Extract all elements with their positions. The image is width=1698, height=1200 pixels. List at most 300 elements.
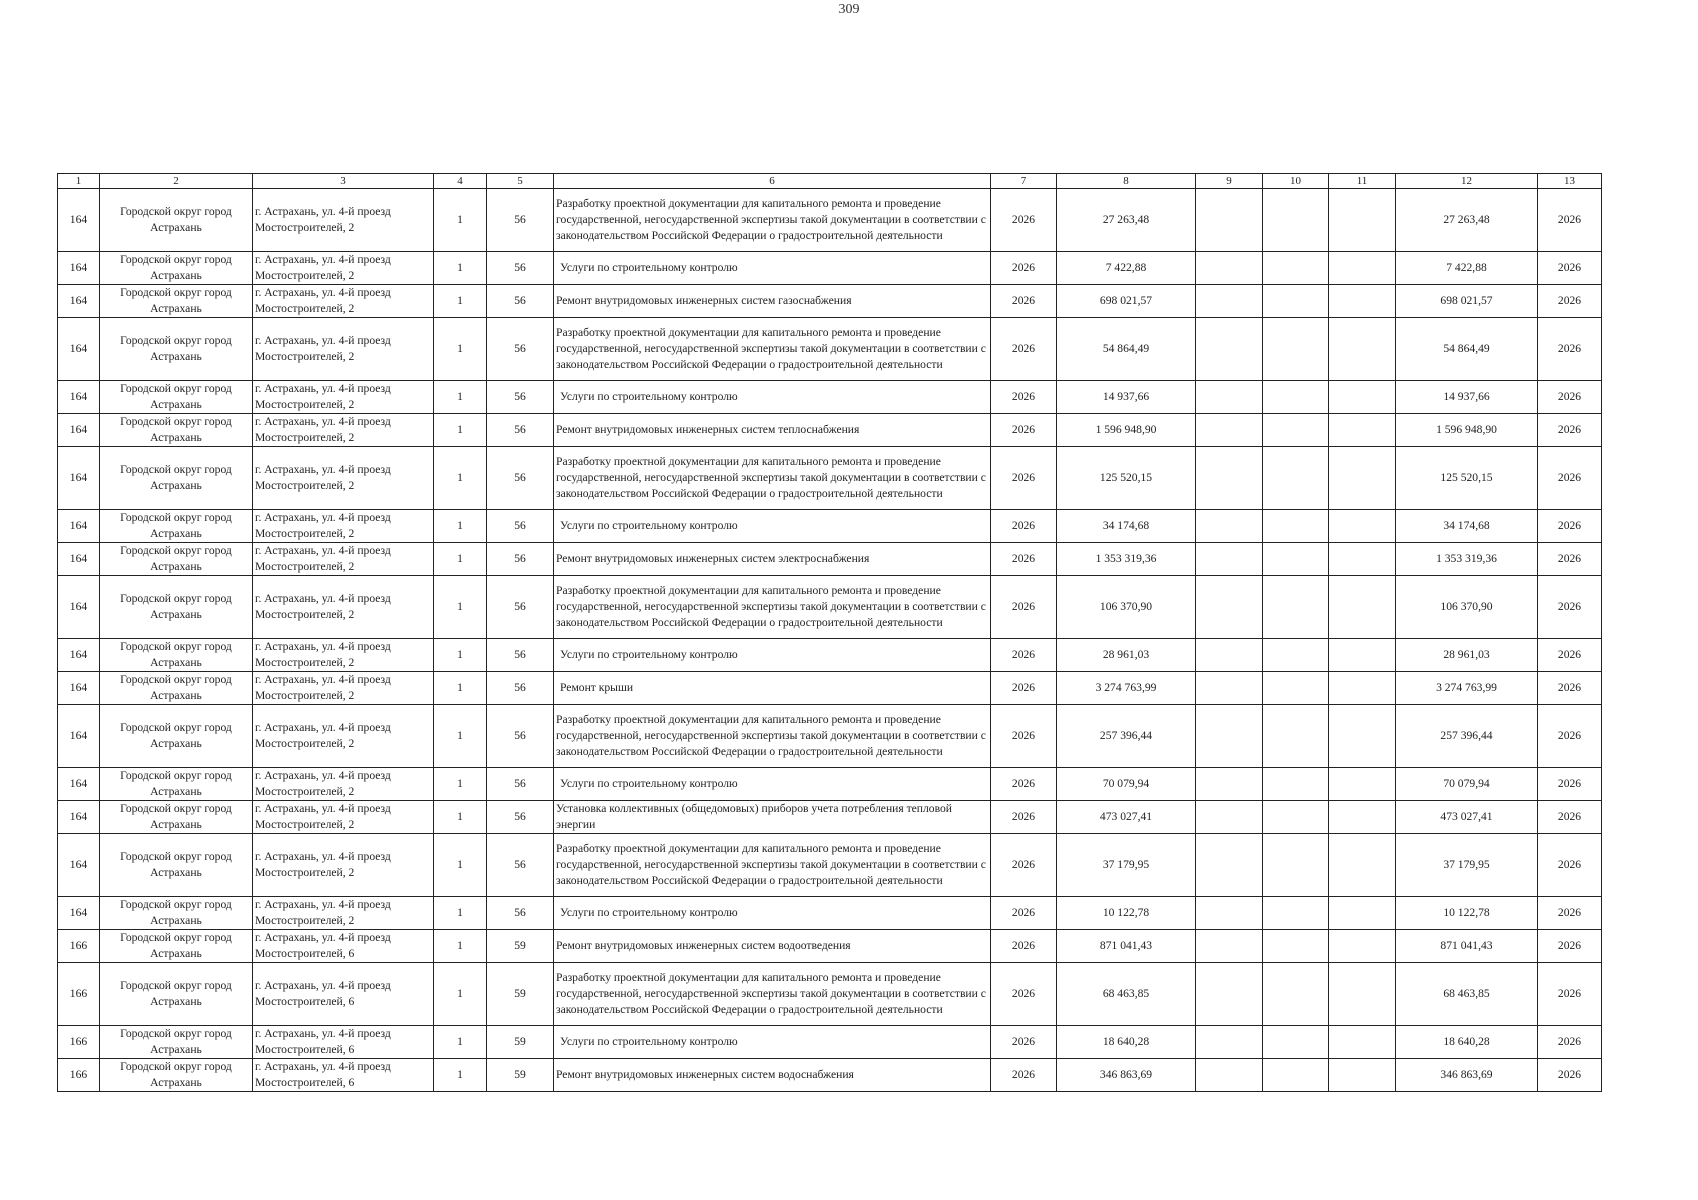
col-11-value [1329,510,1396,543]
col-9-value [1196,1026,1263,1059]
col-10-value [1263,834,1329,897]
column-header: 7 [991,174,1057,189]
col-9-value [1196,834,1263,897]
col-12-value: 68 463,85 [1396,963,1538,1026]
year: 2026 [991,930,1057,963]
table-row [58,510,1602,543]
col-4-value: 1 [434,768,487,801]
address: г. Астрахань, ул. 4-й проезд Мостостроителей, 2 [253,414,434,447]
col-5-value: 56 [487,801,554,834]
row-number: 164 [58,576,100,639]
year: 2026 [991,834,1057,897]
col-9-value [1196,897,1263,930]
col-12-value: 125 520,15 [1396,447,1538,510]
col-11-value [1329,963,1396,1026]
col-5-value: 56 [487,705,554,768]
col-10-value [1263,897,1329,930]
municipality: Городской округ город Астрахань [100,318,253,381]
completion-year: 2026 [1538,1059,1602,1092]
year: 2026 [991,1059,1057,1092]
row-number: 166 [58,1026,100,1059]
col-11-value [1329,1026,1396,1059]
completion-year: 2026 [1538,768,1602,801]
col-11-value [1329,1059,1396,1092]
total-cost: 473 027,41 [1057,801,1196,834]
municipality: Городской округ город Астрахань [100,543,253,576]
row-number: 166 [58,1059,100,1092]
table-row [58,801,1602,834]
municipality: Городской округ город Астрахань [100,834,253,897]
column-number-row [58,174,1602,189]
year: 2026 [991,252,1057,285]
col-10-value [1263,252,1329,285]
col-5-value: 56 [487,510,554,543]
col-4-value: 1 [434,963,487,1026]
row-number: 164 [58,189,100,252]
completion-year: 2026 [1538,189,1602,252]
col-11-value [1329,801,1396,834]
work-description: Разработку проектной документации для капитального ремонта и проведение государственной, негосударственной экспертизы такой документации в соответствии с законодательством Российской Федерации о градостроительной деятельности [554,576,991,639]
row-number: 164 [58,639,100,672]
row-number: 166 [58,963,100,1026]
table-row [58,705,1602,768]
col-11-value [1329,768,1396,801]
completion-year: 2026 [1538,252,1602,285]
work-description: Установка коллективных (общедомовых) приборов учета потребления тепловой энергии [554,801,991,834]
year: 2026 [991,381,1057,414]
col-12-value: 7 422,88 [1396,252,1538,285]
municipality: Городской округ город Астрахань [100,381,253,414]
col-12-value: 1 596 948,90 [1396,414,1538,447]
row-number: 164 [58,834,100,897]
column-header: 11 [1329,174,1396,189]
address: г. Астрахань, ул. 4-й проезд Мостостроителей, 2 [253,705,434,768]
total-cost: 28 961,03 [1057,639,1196,672]
col-12-value: 871 041,43 [1396,930,1538,963]
col-11-value [1329,897,1396,930]
year: 2026 [991,1026,1057,1059]
table-row [58,834,1602,897]
col-9-value [1196,252,1263,285]
row-number: 164 [58,381,100,414]
col-4-value: 1 [434,576,487,639]
municipality: Городской округ город Астрахань [100,1026,253,1059]
year: 2026 [991,639,1057,672]
col-12-value: 14 937,66 [1396,381,1538,414]
table-row [58,285,1602,318]
col-5-value: 59 [487,963,554,1026]
work-description: Разработку проектной документации для капитального ремонта и проведение государственной, негосударственной экспертизы такой документации в соответствии с законодательством Российской Федерации о градостроительной деятельности [554,189,991,252]
municipality: Городской округ город Астрахань [100,672,253,705]
completion-year: 2026 [1538,543,1602,576]
col-11-value [1329,834,1396,897]
address: г. Астрахань, ул. 4-й проезд Мостостроителей, 2 [253,801,434,834]
col-5-value: 59 [487,1059,554,1092]
completion-year: 2026 [1538,930,1602,963]
col-10-value [1263,543,1329,576]
total-cost: 54 864,49 [1057,318,1196,381]
col-9-value [1196,318,1263,381]
table-row [58,1059,1602,1092]
col-9-value [1196,285,1263,318]
municipality: Городской округ город Астрахань [100,963,253,1026]
municipality: Городской округ город Астрахань [100,930,253,963]
table-row [58,639,1602,672]
work-description: Услуги по строительному контролю [554,252,991,285]
col-4-value: 1 [434,834,487,897]
col-10-value [1263,414,1329,447]
col-10-value [1263,189,1329,252]
address: г. Астрахань, ул. 4-й проезд Мостостроителей, 2 [253,381,434,414]
col-5-value: 56 [487,576,554,639]
column-header: 1 [58,174,100,189]
column-header: 4 [434,174,487,189]
col-11-value [1329,705,1396,768]
municipality: Городской округ город Астрахань [100,705,253,768]
capital-repair-table [57,173,1602,1092]
col-10-value [1263,510,1329,543]
table-row [58,930,1602,963]
completion-year: 2026 [1538,963,1602,1026]
col-9-value [1196,639,1263,672]
col-9-value [1196,447,1263,510]
total-cost: 698 021,57 [1057,285,1196,318]
col-12-value: 3 274 763,99 [1396,672,1538,705]
completion-year: 2026 [1538,834,1602,897]
address: г. Астрахань, ул. 4-й проезд Мостостроителей, 2 [253,768,434,801]
total-cost: 346 863,69 [1057,1059,1196,1092]
col-12-value: 473 027,41 [1396,801,1538,834]
work-description: Услуги по строительному контролю [554,768,991,801]
year: 2026 [991,801,1057,834]
work-description: Разработку проектной документации для капитального ремонта и проведение государственной, негосударственной экспертизы такой документации в соответствии с законодательством Российской Федерации о градостроительной деятельности [554,963,991,1026]
work-description: Ремонт внутридомовых инженерных систем газоснабжения [554,285,991,318]
completion-year: 2026 [1538,705,1602,768]
work-description: Ремонт внутридомовых инженерных систем водоснабжения [554,1059,991,1092]
completion-year: 2026 [1538,318,1602,381]
col-5-value: 56 [487,672,554,705]
row-number: 164 [58,801,100,834]
col-5-value: 56 [487,897,554,930]
col-9-value [1196,705,1263,768]
col-9-value [1196,543,1263,576]
address: г. Астрахань, ул. 4-й проезд Мостостроителей, 6 [253,930,434,963]
col-5-value: 56 [487,285,554,318]
col-9-value [1196,189,1263,252]
col-9-value [1196,414,1263,447]
table-row [58,252,1602,285]
year: 2026 [991,672,1057,705]
municipality: Городской округ город Астрахань [100,189,253,252]
col-9-value [1196,1059,1263,1092]
year: 2026 [991,285,1057,318]
total-cost: 106 370,90 [1057,576,1196,639]
col-4-value: 1 [434,285,487,318]
col-5-value: 56 [487,318,554,381]
col-10-value [1263,705,1329,768]
completion-year: 2026 [1538,285,1602,318]
col-10-value [1263,963,1329,1026]
year: 2026 [991,189,1057,252]
col-12-value: 18 640,28 [1396,1026,1538,1059]
col-9-value [1196,930,1263,963]
col-11-value [1329,930,1396,963]
year: 2026 [991,510,1057,543]
col-10-value [1263,381,1329,414]
address: г. Астрахань, ул. 4-й проезд Мостостроителей, 2 [253,576,434,639]
total-cost: 125 520,15 [1057,447,1196,510]
completion-year: 2026 [1538,447,1602,510]
row-number: 164 [58,897,100,930]
total-cost: 1 353 319,36 [1057,543,1196,576]
row-number: 166 [58,930,100,963]
col-4-value: 1 [434,318,487,381]
municipality: Городской округ город Астрахань [100,510,253,543]
col-4-value: 1 [434,252,487,285]
row-number: 164 [58,414,100,447]
municipality: Городской округ город Астрахань [100,447,253,510]
col-11-value [1329,447,1396,510]
address: г. Астрахань, ул. 4-й проезд Мостостроителей, 2 [253,510,434,543]
col-11-value [1329,285,1396,318]
col-12-value: 70 079,94 [1396,768,1538,801]
page-number: 309 [838,2,860,17]
address: г. Астрахань, ул. 4-й проезд Мостостроителей, 2 [253,543,434,576]
row-number: 164 [58,285,100,318]
column-header: 13 [1538,174,1602,189]
col-4-value: 1 [434,447,487,510]
municipality: Городской округ город Астрахань [100,285,253,318]
municipality: Городской округ город Астрахань [100,1059,253,1092]
address: г. Астрахань, ул. 4-й проезд Мостостроителей, 2 [253,252,434,285]
total-cost: 34 174,68 [1057,510,1196,543]
total-cost: 871 041,43 [1057,930,1196,963]
completion-year: 2026 [1538,897,1602,930]
address: г. Астрахань, ул. 4-й проезд Мостостроителей, 2 [253,447,434,510]
year: 2026 [991,963,1057,1026]
col-12-value: 346 863,69 [1396,1059,1538,1092]
col-12-value: 698 021,57 [1396,285,1538,318]
work-description: Услуги по строительному контролю [554,897,991,930]
col-9-value [1196,672,1263,705]
municipality: Городской округ город Астрахань [100,414,253,447]
col-11-value [1329,576,1396,639]
table-row [58,672,1602,705]
col-10-value [1263,639,1329,672]
col-4-value: 1 [434,672,487,705]
col-12-value: 257 396,44 [1396,705,1538,768]
total-cost: 14 937,66 [1057,381,1196,414]
work-description: Услуги по строительному контролю [554,510,991,543]
col-12-value: 10 122,78 [1396,897,1538,930]
col-9-value [1196,801,1263,834]
year: 2026 [991,543,1057,576]
col-4-value: 1 [434,801,487,834]
row-number: 164 [58,672,100,705]
address: г. Астрахань, ул. 4-й проезд Мостостроителей, 6 [253,1026,434,1059]
year: 2026 [991,447,1057,510]
col-11-value [1329,414,1396,447]
municipality: Городской округ город Астрахань [100,576,253,639]
col-5-value: 56 [487,543,554,576]
col-10-value [1263,801,1329,834]
table-row [58,447,1602,510]
municipality: Городской округ город Астрахань [100,801,253,834]
table-row [58,414,1602,447]
address: г. Астрахань, ул. 4-й проезд Мостостроителей, 6 [253,963,434,1026]
col-10-value [1263,1059,1329,1092]
col-9-value [1196,381,1263,414]
address: г. Астрахань, ул. 4-й проезд Мостостроителей, 6 [253,1059,434,1092]
col-5-value: 56 [487,381,554,414]
year: 2026 [991,576,1057,639]
column-header: 8 [1057,174,1196,189]
col-4-value: 1 [434,639,487,672]
col-11-value [1329,381,1396,414]
col-11-value [1329,672,1396,705]
work-description: Услуги по строительному контролю [554,639,991,672]
work-description: Ремонт внутридомовых инженерных систем электроснабжения [554,543,991,576]
completion-year: 2026 [1538,801,1602,834]
completion-year: 2026 [1538,414,1602,447]
address: г. Астрахань, ул. 4-й проезд Мостостроителей, 2 [253,639,434,672]
row-number: 164 [58,318,100,381]
col-9-value [1196,768,1263,801]
municipality: Городской округ город Астрахань [100,252,253,285]
total-cost: 3 274 763,99 [1057,672,1196,705]
col-12-value: 34 174,68 [1396,510,1538,543]
completion-year: 2026 [1538,510,1602,543]
col-10-value [1263,930,1329,963]
municipality: Городской округ город Астрахань [100,639,253,672]
col-9-value [1196,576,1263,639]
col-10-value [1263,576,1329,639]
completion-year: 2026 [1538,1026,1602,1059]
completion-year: 2026 [1538,672,1602,705]
col-11-value [1329,318,1396,381]
total-cost: 18 640,28 [1057,1026,1196,1059]
work-description: Услуги по строительному контролю [554,381,991,414]
address: г. Астрахань, ул. 4-й проезд Мостостроителей, 2 [253,834,434,897]
table-row [58,768,1602,801]
col-11-value [1329,252,1396,285]
address: г. Астрахань, ул. 4-й проезд Мостостроителей, 2 [253,285,434,318]
col-4-value: 1 [434,381,487,414]
column-header: 3 [253,174,434,189]
year: 2026 [991,414,1057,447]
completion-year: 2026 [1538,639,1602,672]
col-5-value: 56 [487,252,554,285]
work-description: Ремонт внутридомовых инженерных систем теплоснабжения [554,414,991,447]
municipality: Городской округ город Астрахань [100,897,253,930]
col-4-value: 1 [434,510,487,543]
col-5-value: 56 [487,639,554,672]
col-11-value [1329,639,1396,672]
col-4-value: 1 [434,897,487,930]
work-description: Услуги по строительному контролю [554,1026,991,1059]
table-body [58,189,1602,1092]
col-5-value: 59 [487,930,554,963]
completion-year: 2026 [1538,576,1602,639]
column-header: 12 [1396,174,1538,189]
col-12-value: 27 263,48 [1396,189,1538,252]
col-10-value [1263,447,1329,510]
column-header: 2 [100,174,253,189]
work-description: Разработку проектной документации для капитального ремонта и проведение государственной, негосударственной экспертизы такой документации в соответствии с законодательством Российской Федерации о градостроительной деятельности [554,705,991,768]
col-10-value [1263,768,1329,801]
address: г. Астрахань, ул. 4-й проезд Мостостроителей, 2 [253,318,434,381]
work-description: Разработку проектной документации для капитального ремонта и проведение государственной, негосударственной экспертизы такой документации в соответствии с законодательством Российской Федерации о градостроительной деятельности [554,447,991,510]
total-cost: 1 596 948,90 [1057,414,1196,447]
year: 2026 [991,705,1057,768]
table-row [58,1026,1602,1059]
col-10-value [1263,285,1329,318]
col-4-value: 1 [434,543,487,576]
col-12-value: 37 179,95 [1396,834,1538,897]
work-description: Ремонт внутридомовых инженерных систем водоотведения [554,930,991,963]
completion-year: 2026 [1538,381,1602,414]
col-5-value: 56 [487,447,554,510]
column-header: 5 [487,174,554,189]
col-5-value: 56 [487,834,554,897]
table-row [58,963,1602,1026]
row-number: 164 [58,768,100,801]
col-10-value [1263,672,1329,705]
table-row [58,189,1602,252]
work-description: Разработку проектной документации для капитального ремонта и проведение государственной, негосударственной экспертизы такой документации в соответствии с законодательством Российской Федерации о градостроительной деятельности [554,834,991,897]
column-header: 6 [554,174,991,189]
row-number: 164 [58,510,100,543]
year: 2026 [991,768,1057,801]
col-5-value: 56 [487,189,554,252]
row-number: 164 [58,543,100,576]
year: 2026 [991,318,1057,381]
col-4-value: 1 [434,930,487,963]
col-4-value: 1 [434,1026,487,1059]
column-header: 10 [1263,174,1329,189]
table-row [58,318,1602,381]
address: г. Астрахань, ул. 4-й проезд Мостостроителей, 2 [253,897,434,930]
total-cost: 70 079,94 [1057,768,1196,801]
work-description: Разработку проектной документации для капитального ремонта и проведение государственной, негосударственной экспертизы такой документации в соответствии с законодательством Российской Федерации о градостроительной деятельности [554,318,991,381]
table-row [58,897,1602,930]
total-cost: 27 263,48 [1057,189,1196,252]
col-5-value: 56 [487,768,554,801]
year: 2026 [991,897,1057,930]
col-12-value: 54 864,49 [1396,318,1538,381]
col-4-value: 1 [434,1059,487,1092]
row-number: 164 [58,447,100,510]
col-10-value [1263,1026,1329,1059]
col-5-value: 59 [487,1026,554,1059]
table-row [58,576,1602,639]
address: г. Астрахань, ул. 4-й проезд Мостостроителей, 2 [253,672,434,705]
col-4-value: 1 [434,705,487,768]
col-9-value [1196,963,1263,1026]
col-4-value: 1 [434,189,487,252]
total-cost: 7 422,88 [1057,252,1196,285]
total-cost: 68 463,85 [1057,963,1196,1026]
col-12-value: 1 353 319,36 [1396,543,1538,576]
table-row [58,381,1602,414]
col-10-value [1263,318,1329,381]
municipality: Городской округ город Астрахань [100,768,253,801]
total-cost: 10 122,78 [1057,897,1196,930]
total-cost: 37 179,95 [1057,834,1196,897]
column-header: 9 [1196,174,1263,189]
row-number: 164 [58,705,100,768]
row-number: 164 [58,252,100,285]
